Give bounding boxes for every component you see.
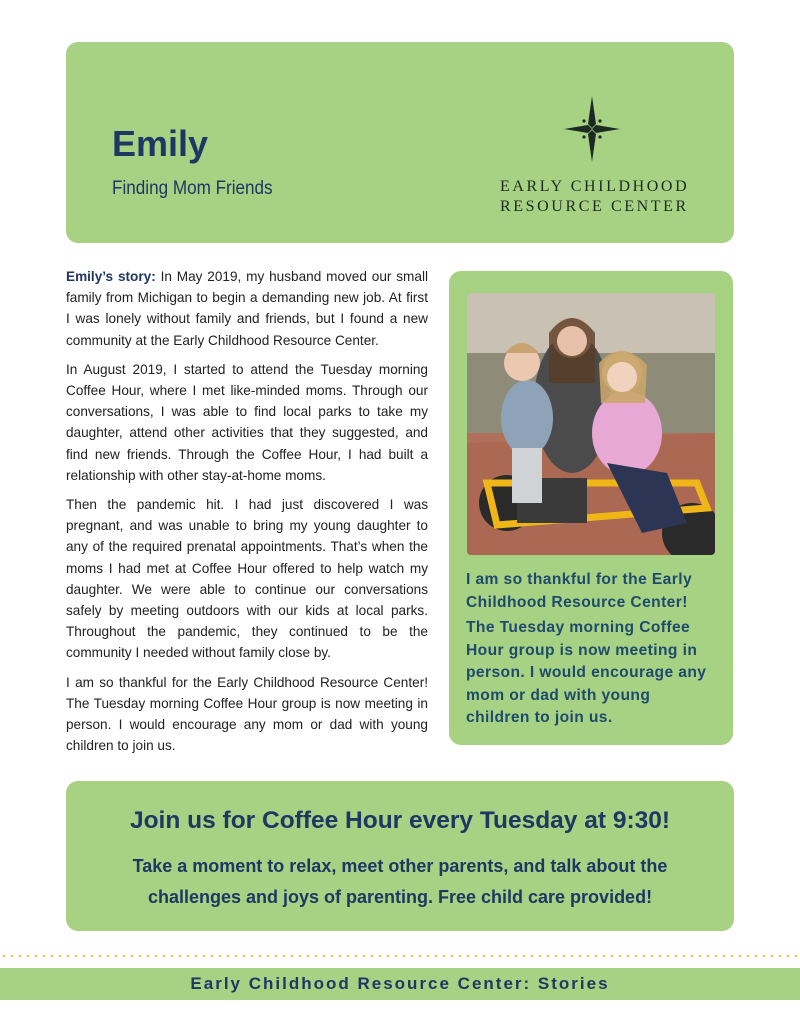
- footer-text: Early Childhood Resource Center: Stories: [190, 974, 610, 993]
- logo-text-line2: RESOURCE CENTER: [500, 198, 689, 215]
- footer-bar: [0, 968, 800, 1000]
- star-logo-icon: [562, 94, 622, 164]
- page-title: Emily: [112, 123, 209, 164]
- story-lead: Emily’s story:: [66, 269, 156, 284]
- story-paragraph-1-text: In May 2019, my husband moved our small family from Michigan to begin a demanding new job. At first I was lonely without family and friends, but I found a new community at the Early Childhood Resource Center.: [66, 269, 428, 348]
- quote-line-2: The Tuesday morning Coffee Hour group is now meeting in person. I would encourage any mom or dad with young children to join us.: [466, 619, 707, 726]
- family-photo: [467, 293, 715, 555]
- logo-text-line1: EARLY CHILDHOOD: [500, 178, 690, 195]
- header-banner: [66, 42, 734, 243]
- callout-body: Take a moment to relax, meet other parents, and talk about the challenges and joys of parenting. Free child care provided!: [132, 856, 668, 907]
- story-body: [66, 266, 428, 764]
- quote-line-1: I am so thankful for the Early Childhood Resource Center!: [466, 571, 693, 611]
- dotted-divider: [0, 955, 800, 957]
- story-paragraph-3: Then the pandemic hit. I had just discovered I was pregnant, and was unable to bring my young daughter to any of the required prenatal appointments. That’s when the moms I had met at Coffee Hour offered to help watch my daughter. We were able to continue our conversations safely by meeting outdoors with our kids at local parks. Throughout the pandemic, they continued to be the community I needed without family close by.: [66, 497, 428, 661]
- coffee-hour-callout: [66, 781, 734, 931]
- quote-text: [466, 569, 718, 733]
- page-subtitle: Finding Mom Friends: [112, 178, 273, 199]
- story-paragraph-4: I am so thankful for the Early Childhood Resource Center! The Tuesday morning Coffee Hour group is now meeting in person. I would encourage any mom or dad with young children to join us.: [66, 674, 428, 754]
- story-paragraph-2: In August 2019, I started to attend the Tuesday morning Coffee Hour, where I met like-minded moms. Through our conversations, I was able to find local parks to take my daughter, attend other activities that they suggested, and find new friends. Through the Coffee Hour, I had built a relationship with other stay-at-home moms.: [66, 361, 428, 483]
- callout-title: Join us for Coffee Hour every Tuesday at 9:30!: [129, 807, 671, 834]
- quote-panel: [449, 271, 733, 745]
- story-paragraph-1: [66, 266, 428, 351]
